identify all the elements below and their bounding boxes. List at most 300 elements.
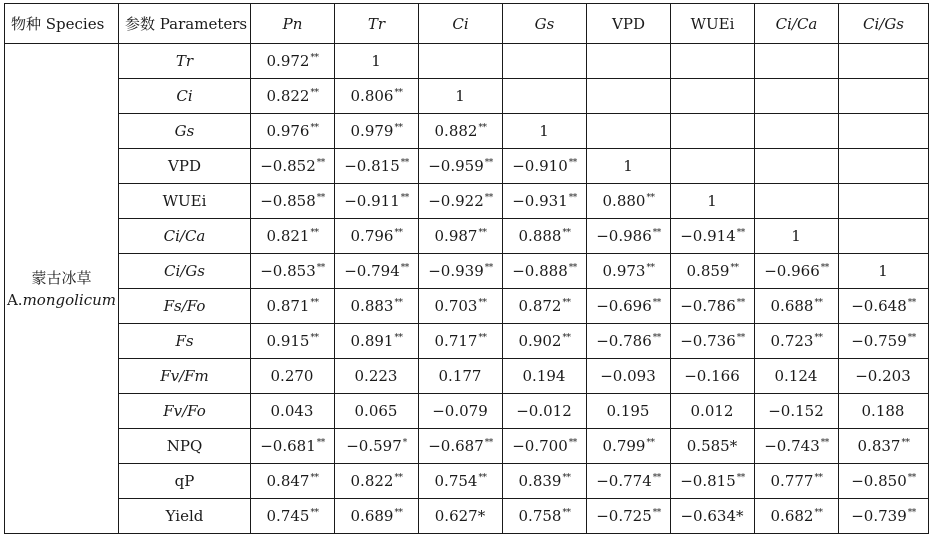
correlation-value: 0.689 [350,507,394,525]
correlation-cell [587,324,671,359]
column-header: Ci/Ca [755,4,839,44]
correlation-cell [587,429,671,464]
parameter-label: Ci/Ca [119,219,251,254]
significance-marker: ** [814,508,823,518]
column-header: WUEi [671,4,755,44]
significance-marker: ** [646,438,655,448]
correlation-cell [839,254,929,289]
correlation-value: −0.786 [680,297,736,315]
significance-marker: ** [901,438,910,448]
correlation-cell [755,79,839,114]
correlation-cell [419,79,503,114]
significance-marker: ** [814,333,823,343]
correlation-cell [671,149,755,184]
correlation-value: 0.012 [690,402,734,420]
correlation-cell [419,149,503,184]
correlation-cell [335,499,419,534]
correlation-value: −0.012 [516,402,572,420]
column-header: Pn [251,4,335,44]
significance-marker: ** [394,333,403,343]
latin-epithet: mongolicum [22,290,117,309]
correlation-cell [503,219,587,254]
correlation-cell [503,44,587,79]
significance-marker: ** [400,193,409,203]
correlation-value: 0.796 [350,227,394,245]
significance-marker: ** [568,158,577,168]
correlation-value: 0.973 [602,262,646,280]
correlation-value: −0.914 [680,227,736,245]
correlation-cell [671,464,755,499]
significance-marker: ** [484,263,493,273]
table-row [5,464,929,499]
correlation-value: −0.597 [346,437,402,455]
correlation-cell [671,324,755,359]
table-row [5,499,929,534]
correlation-value: 0.987 [434,227,478,245]
parameter-label: Tr [119,44,251,79]
correlation-value: 0.979 [350,122,394,140]
significance-marker: ** [394,228,403,238]
correlation-value: −0.931 [512,192,568,210]
correlation-value: −0.203 [855,367,911,385]
parameter-label: WUEi [119,184,251,219]
correlation-cell [755,359,839,394]
correlation-value: −0.696 [596,297,652,315]
correlation-cell [335,394,419,429]
correlation-value: 1 [878,262,888,280]
correlation-cell [839,149,929,184]
significance-marker: ** [484,158,493,168]
parameter-label: Ci [119,79,251,114]
significance-marker: ** [907,473,916,483]
correlation-value: −0.786 [596,332,652,350]
correlation-cell [587,44,671,79]
correlation-cell [419,359,503,394]
correlation-value: 0.758 [518,507,562,525]
correlation-value: 0.777 [770,472,814,490]
parameter-label: Fv/Fm [119,359,251,394]
table-row [5,44,929,79]
significance-marker: ** [814,473,823,483]
significance-marker: ** [568,438,577,448]
significance-marker: ** [562,508,571,518]
correlation-value: 0.822 [266,87,310,105]
parameter-label: Yield [119,499,251,534]
significance-marker: ** [400,158,409,168]
correlation-cell [419,254,503,289]
correlation-cell [335,184,419,219]
correlation-value: −0.966 [764,262,820,280]
species-chinese-name: 蒙古冰草 [31,268,92,287]
significance-marker: ** [484,193,493,203]
significance-marker: ** [646,263,655,273]
correlation-cell [839,359,929,394]
correlation-cell [251,289,335,324]
correlation-cell [755,464,839,499]
correlation-cell [335,359,419,394]
significance-marker: ** [568,263,577,273]
correlation-cell [671,219,755,254]
significance-marker: ** [820,438,829,448]
correlation-cell [419,464,503,499]
correlation-value: −0.093 [600,367,656,385]
significance-marker: ** [478,123,487,133]
correlation-value: 0.682 [770,507,814,525]
correlation-value: 0.882 [434,122,478,140]
correlation-value: −0.910 [512,157,568,175]
correlation-value: −0.815 [680,472,736,490]
species-cell [5,44,119,534]
table-row [5,149,929,184]
correlation-value: 0.270 [270,367,314,385]
correlation-value: 0.891 [350,332,394,350]
correlation-value: 0.703 [434,297,478,315]
table-row [5,289,929,324]
correlation-cell [755,114,839,149]
significance-marker: ** [394,473,403,483]
correlation-value: 0.902 [518,332,562,350]
correlation-cell [503,79,587,114]
column-header: Tr [335,4,419,44]
correlation-cell [587,499,671,534]
correlation-cell [587,114,671,149]
significance-marker: ** [907,508,916,518]
correlation-cell [251,499,335,534]
header-parameters: 参数 Parameters [119,4,251,44]
correlation-value: 0.065 [354,402,398,420]
significance-marker: ** [316,158,325,168]
correlation-cell [839,324,929,359]
correlation-cell [419,219,503,254]
correlation-cell [755,219,839,254]
significance-marker: ** [820,263,829,273]
correlation-value: 0.585* [686,437,738,455]
correlation-value: −0.911 [344,192,400,210]
correlation-value: −0.725 [596,507,652,525]
correlation-cell [419,324,503,359]
correlation-value: 0.745 [266,507,310,525]
correlation-cell [587,79,671,114]
significance-marker: ** [394,298,403,308]
correlation-cell [335,324,419,359]
significance-marker: ** [394,508,403,518]
significance-marker: * [402,438,407,448]
correlation-cell [251,79,335,114]
correlation-cell [755,254,839,289]
correlation-cell [839,394,929,429]
significance-marker: ** [736,333,745,343]
correlation-value: 0.871 [266,297,310,315]
correlation-value: 0.688 [770,297,814,315]
correlation-value: 0.723 [770,332,814,350]
correlation-value: 1 [623,157,633,175]
header-species: 物种 Species [5,4,119,44]
correlation-cell [503,394,587,429]
correlation-cell [419,114,503,149]
correlation-cell [503,499,587,534]
correlation-cell [587,219,671,254]
correlation-cell [671,499,755,534]
correlation-cell [251,149,335,184]
correlation-value: 0.880 [602,192,646,210]
column-header: Ci [419,4,503,44]
significance-marker: ** [394,88,403,98]
significance-marker: ** [562,473,571,483]
correlation-value: −0.852 [260,157,316,175]
correlation-cell [251,464,335,499]
correlation-cell [335,219,419,254]
significance-marker: ** [310,473,319,483]
correlation-cell [503,149,587,184]
correlation-value: 1 [791,227,801,245]
significance-marker: ** [310,123,319,133]
table-row [5,184,929,219]
correlation-cell [839,114,929,149]
significance-marker: ** [814,298,823,308]
significance-marker: ** [484,438,493,448]
correlation-value: −0.815 [344,157,400,175]
correlation-cell [251,114,335,149]
correlation-value: 0.821 [266,227,310,245]
correlation-value: 0.627* [434,507,486,525]
correlation-value: 0.839 [518,472,562,490]
correlation-cell [251,324,335,359]
correlation-cell [587,464,671,499]
correlation-cell [251,394,335,429]
correlation-value: −0.648 [851,297,907,315]
correlation-value: −0.794 [344,262,400,280]
significance-marker: ** [310,228,319,238]
correlation-cell [755,184,839,219]
correlation-value: 1 [707,192,717,210]
correlation-cell [755,44,839,79]
correlation-cell [587,149,671,184]
correlation-value: 1 [539,122,549,140]
correlation-cell [503,464,587,499]
correlation-cell [419,429,503,464]
significance-marker: ** [310,53,319,63]
correlation-cell [419,499,503,534]
correlation-cell [755,289,839,324]
correlation-cell [755,394,839,429]
correlation-cell [335,44,419,79]
significance-marker: ** [568,193,577,203]
correlation-cell [671,79,755,114]
correlation-value: −0.759 [851,332,907,350]
correlation-value: −0.681 [260,437,316,455]
correlation-cell [335,114,419,149]
correlation-cell [755,324,839,359]
significance-marker: ** [652,228,661,238]
parameter-label: VPD [119,149,251,184]
correlation-cell [503,114,587,149]
correlation-cell [671,359,755,394]
correlation-cell [251,254,335,289]
significance-marker: ** [907,298,916,308]
correlation-cell [335,464,419,499]
correlation-value: 0.188 [861,402,905,420]
correlation-value: −0.959 [428,157,484,175]
correlation-value: −0.774 [596,472,652,490]
correlation-table [4,3,929,534]
correlation-value: −0.736 [680,332,736,350]
table-row [5,394,929,429]
significance-marker: ** [736,298,745,308]
correlation-cell [503,359,587,394]
correlation-value: 0.972 [266,52,310,70]
correlation-cell [755,429,839,464]
parameter-label: qP [119,464,251,499]
significance-marker: ** [316,263,325,273]
correlation-cell [755,499,839,534]
correlation-value: 0.888 [518,227,562,245]
table-row [5,429,929,464]
parameter-label: Gs [119,114,251,149]
significance-marker: ** [316,438,325,448]
significance-marker: ** [736,228,745,238]
correlation-cell [251,429,335,464]
correlation-value: 0.177 [438,367,482,385]
significance-marker: ** [562,298,571,308]
parameter-label: Fs [119,324,251,359]
correlation-cell [251,184,335,219]
significance-marker: ** [478,228,487,238]
correlation-cell [251,219,335,254]
parameter-label: NPQ [119,429,251,464]
correlation-cell [839,79,929,114]
significance-marker: ** [478,298,487,308]
parameter-label: Ci/Gs [119,254,251,289]
significance-marker: ** [316,193,325,203]
column-header: Gs [503,4,587,44]
table-row [5,254,929,289]
correlation-cell [335,254,419,289]
correlation-value: −0.079 [432,402,488,420]
correlation-value: −0.152 [768,402,824,420]
correlation-value: 0.859 [686,262,730,280]
significance-marker: ** [310,88,319,98]
correlation-value: 0.754 [434,472,478,490]
correlation-value: −0.634* [680,507,744,525]
correlation-value: 0.872 [518,297,562,315]
correlation-cell [671,44,755,79]
correlation-cell [419,289,503,324]
correlation-value: −0.888 [512,262,568,280]
correlation-value: −0.986 [596,227,652,245]
correlation-cell [839,464,929,499]
correlation-cell [839,499,929,534]
correlation-cell [671,289,755,324]
correlation-cell [503,184,587,219]
latin-genus-abbrev: A. [6,290,23,309]
correlation-cell [419,394,503,429]
significance-marker: ** [394,123,403,133]
column-header: Ci/Gs [839,4,929,44]
correlation-value: 0.837 [857,437,901,455]
significance-marker: ** [730,263,739,273]
correlation-cell [503,254,587,289]
correlation-cell [587,394,671,429]
significance-marker: ** [310,333,319,343]
correlation-value: 0.043 [270,402,314,420]
significance-marker: ** [562,333,571,343]
significance-marker: ** [652,508,661,518]
species-latin-name [5,289,118,311]
significance-marker: ** [478,333,487,343]
correlation-cell [671,394,755,429]
table-row [5,359,929,394]
correlation-cell [503,429,587,464]
correlation-value: 0.822 [350,472,394,490]
table-body [5,44,929,534]
column-header: VPD [587,4,671,44]
table-row [5,219,929,254]
significance-marker: ** [478,473,487,483]
correlation-cell [419,44,503,79]
correlation-value: 0.976 [266,122,310,140]
correlation-cell [335,79,419,114]
significance-marker: ** [907,333,916,343]
table-row [5,79,929,114]
correlation-cell [839,429,929,464]
correlation-cell [839,289,929,324]
correlation-cell [587,184,671,219]
significance-marker: ** [310,508,319,518]
correlation-cell [251,44,335,79]
correlation-cell [503,324,587,359]
correlation-value: 1 [371,52,381,70]
correlation-cell [671,254,755,289]
correlation-value: −0.939 [428,262,484,280]
correlation-value: −0.858 [260,192,316,210]
correlation-cell [587,359,671,394]
correlation-value: −0.850 [851,472,907,490]
correlation-value: 0.806 [350,87,394,105]
correlation-value: −0.687 [428,437,484,455]
correlation-value: 0.194 [522,367,566,385]
correlation-cell [335,149,419,184]
correlation-value: 0.717 [434,332,478,350]
significance-marker: ** [310,298,319,308]
correlation-value: −0.700 [512,437,568,455]
significance-marker: ** [652,473,661,483]
header-row [5,4,929,44]
correlation-value: 0.847 [266,472,310,490]
correlation-value: −0.853 [260,262,316,280]
correlation-cell [419,184,503,219]
correlation-value: 0.883 [350,297,394,315]
correlation-cell [671,114,755,149]
correlation-value: 1 [455,87,465,105]
parameter-label: Fv/Fo [119,394,251,429]
correlation-cell [671,429,755,464]
correlation-cell [335,289,419,324]
correlation-cell [671,184,755,219]
correlation-cell [755,149,839,184]
correlation-value: 0.195 [606,402,650,420]
significance-marker: ** [652,333,661,343]
correlation-cell [503,289,587,324]
significance-marker: ** [652,298,661,308]
significance-marker: ** [562,228,571,238]
correlation-cell [587,289,671,324]
parameter-label: Fs/Fo [119,289,251,324]
correlation-value: −0.743 [764,437,820,455]
correlation-value: −0.166 [684,367,740,385]
table-row [5,324,929,359]
significance-marker: ** [646,193,655,203]
correlation-cell [251,359,335,394]
